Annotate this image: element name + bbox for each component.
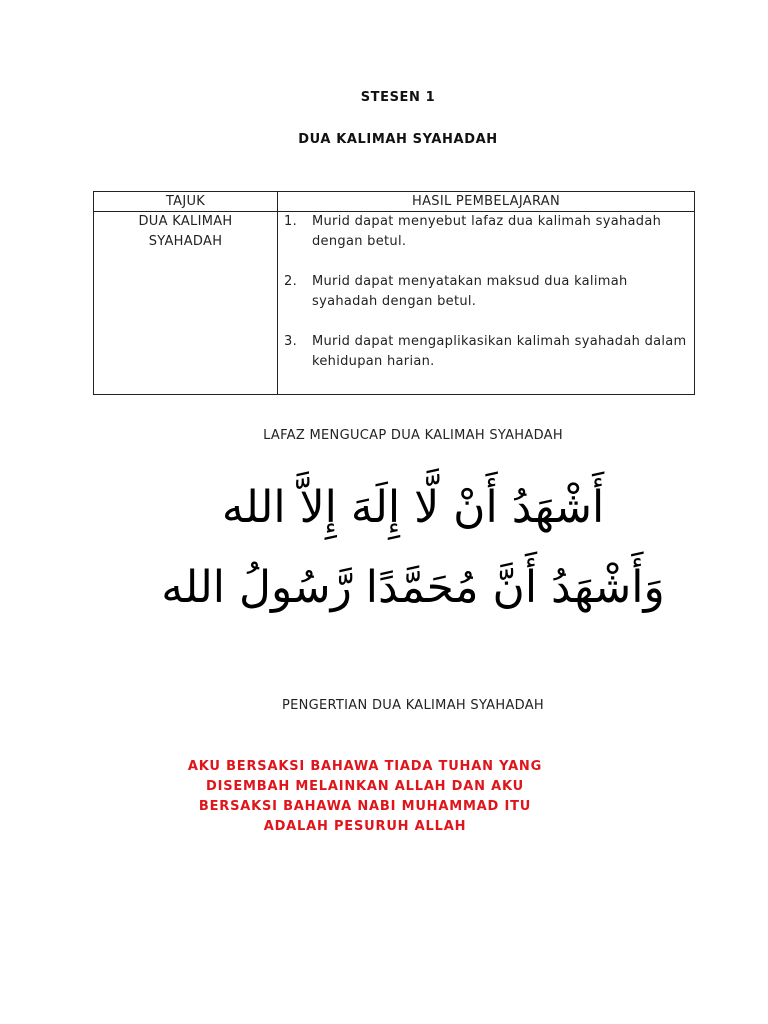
meaning-line: BERSAKSI BAHAWA NABI MUHAMMAD ITU — [198, 799, 532, 814]
meaning-line: DISEMBAH MELAINKAN ALLAH DAN AKU — [205, 779, 525, 794]
table-row — [94, 212, 695, 395]
outcome-item — [278, 272, 694, 312]
shahada-line-1: أَشْهَدُ أَنْ لَّا إِلَهَ إِلاَّ الله — [221, 482, 605, 533]
page-title: DUA KALIMAH SYAHADAH — [298, 132, 498, 147]
topic-cell — [94, 212, 278, 395]
outcomes-cell — [278, 212, 695, 395]
header-topic: TAJUK — [94, 192, 278, 212]
shahada-line-2: وَأَشْهَدُ أَنَّ مُحَمَّدًا رَّسُولُ الله — [161, 562, 665, 613]
outcome-number: 1. — [284, 214, 298, 229]
lafaz-heading: LAFAZ MENGUCAP DUA KALIMAH SYAHADAH — [263, 428, 563, 443]
table-header-row — [94, 192, 695, 212]
meaning-line: AKU BERSAKSI BAHAWA TIADA TUHAN YANG — [187, 759, 543, 774]
header-outcomes: HASIL PEMBELAJARAN — [278, 192, 695, 212]
outcome-number: 3. — [284, 334, 298, 349]
meaning-text — [0, 757, 730, 837]
outcome-text: Murid dapat menyebut lafaz dua kalimah syahadah dengan betul. — [312, 214, 662, 249]
outcome-item — [278, 332, 694, 372]
meaning-line: ADALAH PESURUH ALLAH — [263, 819, 467, 834]
station-title: STESEN 1 — [360, 90, 436, 105]
meaning-heading: PENGERTIAN DUA KALIMAH SYAHADAH — [281, 698, 544, 713]
outcome-text: Murid dapat menyatakan maksud dua kalimah syahadah dengan betul. — [312, 274, 628, 309]
outcome-list — [278, 212, 694, 372]
outcome-number: 2. — [284, 274, 298, 289]
outcome-text: Murid dapat mengaplikasikan kalimah syahadah dalam kehidupan harian. — [312, 334, 687, 369]
topic-line: SYAHADAH — [148, 234, 223, 249]
learning-outcome-table — [93, 191, 695, 395]
outcome-item — [278, 212, 694, 252]
topic-line: DUA KALIMAH — [138, 214, 233, 229]
